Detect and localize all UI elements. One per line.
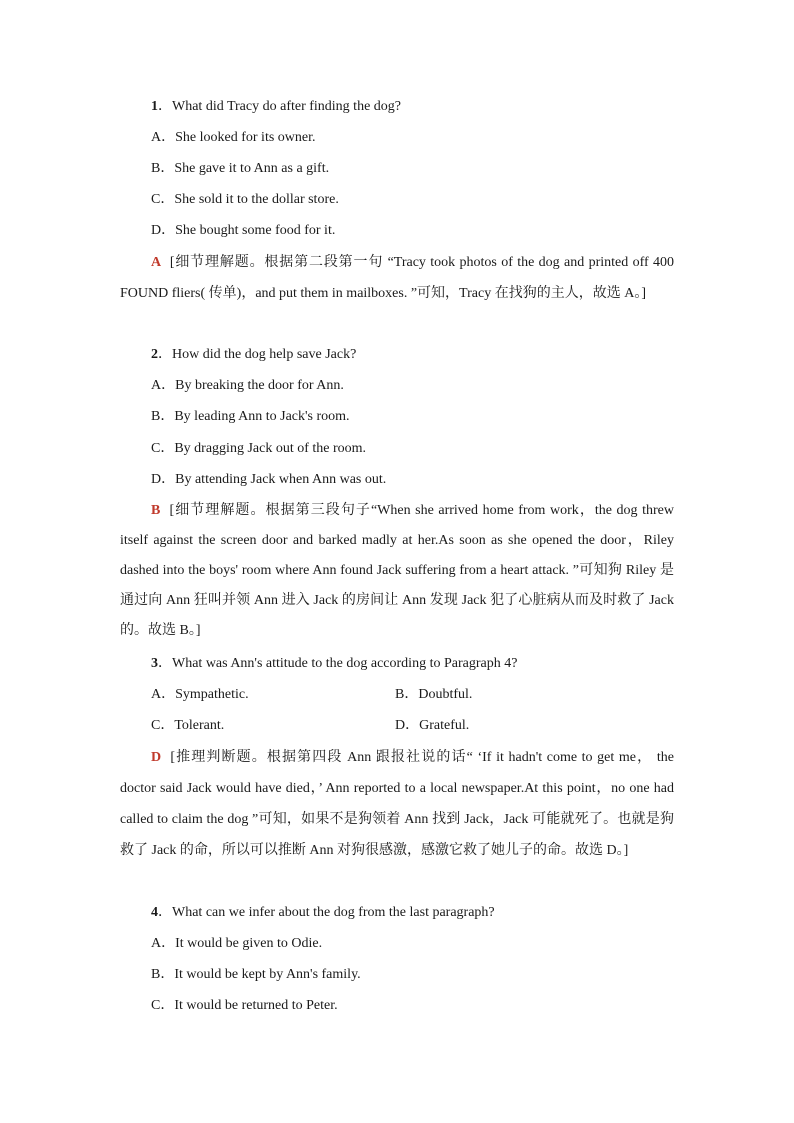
- question-4-stem: 4．What can we infer about the dog from the last paragraph?: [151, 905, 495, 920]
- option-2d: D．By attending Jack when Ann was out.: [151, 472, 387, 487]
- question-text: What did Tracy do after finding the dog?: [172, 99, 402, 114]
- option-1a: A．She looked for its owner.: [151, 130, 316, 145]
- option-4b: B．It would be kept by Ann's family.: [151, 967, 361, 982]
- question-number: 4: [151, 905, 158, 920]
- question-1-stem: 1．What did Tracy do after finding the dog?: [151, 99, 402, 114]
- option-1d: D．She bought some food for it.: [151, 223, 336, 238]
- question-3-stem: 3．What was Ann's attitude to the dog according to Paragraph 4?: [151, 656, 518, 671]
- option-2c: C．By dragging Jack out of the room.: [151, 441, 367, 456]
- answer-letter: D: [151, 750, 162, 765]
- option-4a: A．It would be given to Odie.: [151, 936, 323, 951]
- explanation-1: A [细节理解题。根据第二段第一句 “Tracy took photos of the dog and printed off 400 FOUND fliers( 传单)，and put them in mailboxes. ”可知，Tracy 在找狗的主人，故选 A。]: [120, 255, 674, 301]
- question-2-stem: 2．How did the dog help save Jack?: [151, 347, 357, 362]
- question-text: What was Ann's attitude to the dog according to Paragraph 4?: [172, 656, 518, 671]
- option-1c: C．She sold it to the dollar store.: [151, 192, 339, 207]
- answer-letter: A: [151, 255, 162, 270]
- option-4c: C．It would be returned to Peter.: [151, 998, 338, 1013]
- question-text: How did the dog help save Jack?: [172, 347, 357, 362]
- explanation-2: B [细节理解题。根据第三段句子“When she arrived home from work，the dog threw itself against the screen door and barked madly at her.As soon as she opened the door，Riley dashed into the boys' room where Ann found Jack suffering from a heart attack. ”可知狗 Riley 是通过向 Ann 狂叫并领 Ann 进入 Jack 的房间让 Ann 发现 Jack 犯了心脏病从而及时救了 Jack 的。故选 B。]: [120, 503, 674, 638]
- answer-letter: B: [151, 503, 161, 518]
- question-number: 2: [151, 347, 158, 362]
- option-3c: C．Tolerant.: [151, 718, 225, 733]
- option-3a: A．Sympathetic.: [151, 687, 249, 702]
- option-1b: B．She gave it to Ann as a gift.: [151, 161, 330, 176]
- explanation-3: D [推理判断题。根据第四段 Ann 跟报社说的话“ ‘If it hadn't come to get me， the doctor said Jack would have died，’ Ann reported to a local newspaper.At this point，no one had called to claim the dog ”可知，如果不是狗领着 Ann 找到 Jack，Jack 可能就死了。也就是狗救了 Jack 的命，所以可以推断 Ann 对狗很感激，感激它救了她儿子的命。故选 D。]: [120, 750, 674, 858]
- option-3d: D．Grateful.: [395, 718, 470, 733]
- question-text: What can we infer about the dog from the last paragraph?: [172, 905, 495, 920]
- question-number: 1: [151, 99, 158, 114]
- option-2a: A．By breaking the door for Ann.: [151, 378, 344, 393]
- question-number: 3: [151, 656, 158, 671]
- option-2b: B．By leading Ann to Jack's room.: [151, 409, 350, 424]
- option-3b: B．Doubtful.: [395, 687, 473, 702]
